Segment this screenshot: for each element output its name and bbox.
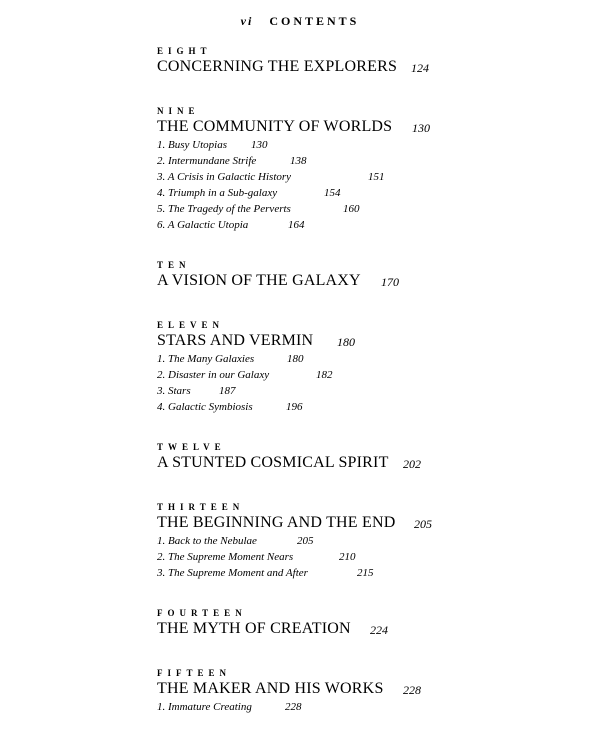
section-label: 2. Intermundane Strife [157,155,257,167]
chapter-page: 130 [412,121,430,135]
chapter-title-row [157,513,577,533]
section-item [157,169,577,185]
chapter-title-row [157,619,577,639]
page-header [0,14,600,29]
chapter-page: 124 [411,61,429,75]
chapter-thirteen [157,502,577,581]
section-item [157,533,577,549]
chapter-title: CONCERNING THE EXPLORERS [157,58,398,75]
chapter-page: 205 [414,517,432,531]
section-page: 130 [251,139,268,151]
section-page: 151 [368,171,385,183]
chapter-title: STARS AND VERMIN [157,332,314,349]
section-page: 215 [357,567,374,579]
section-page: 138 [290,155,307,167]
section-page: 180 [287,353,304,365]
section-label: 5. The Tragedy of the Perverts [157,203,291,215]
chapter-title-row [157,117,577,137]
table-of-contents [157,45,577,715]
chapter-title: THE MAKER AND HIS WORKS [157,680,384,697]
section-item [157,399,577,415]
section-label: 3. The Supreme Moment and After [157,567,308,579]
section-label: 1. Immature Creating [157,701,252,713]
section-label: 2. The Supreme Moment Nears [157,551,294,563]
section-label: 3. A Crisis in Galactic History [157,171,292,183]
chapter-number: THIRTEEN [157,502,245,512]
section-list [157,699,577,715]
chapter-title-row [157,331,577,351]
chapter-title: THE COMMUNITY OF WORLDS [157,118,393,135]
chapter-fourteen [157,608,577,639]
chapter-page: 224 [370,623,388,637]
section-page: 228 [285,701,302,713]
chapter-eight [157,46,577,77]
section-list [157,533,577,581]
section-item [157,367,577,383]
section-page: 182 [316,369,333,381]
chapter-title-row [157,679,577,699]
chapter-page: 228 [403,683,421,697]
section-label: 4. Triumph in a Sub-galaxy [157,187,278,199]
page-title: CONTENTS [269,14,360,28]
chapter-ten [157,260,577,291]
section-item [157,351,577,367]
chapter-number: TEN [157,260,191,270]
chapter-fifteen [157,668,577,715]
section-label: 2. Disaster in our Galaxy [157,369,270,381]
chapter-number: TWELVE [157,442,226,452]
section-item [157,565,577,581]
chapter-page: 180 [337,335,355,349]
chapter-nine [157,106,577,233]
chapter-number: EIGHT [157,46,212,56]
chapter-number: ELEVEN [157,320,225,330]
section-page: 187 [219,385,236,397]
chapter-page: 202 [403,457,421,471]
chapter-number: FIFTEEN [157,668,232,678]
section-page: 196 [286,401,303,413]
chapter-title: A VISION OF THE GALAXY [157,272,361,289]
section-page: 210 [339,551,356,563]
chapter-title: THE MYTH OF CREATION [157,620,351,637]
section-list [157,351,577,415]
chapter-title-row [157,57,577,77]
section-item [157,201,577,217]
page-number: vi [240,14,254,28]
chapter-title: THE BEGINNING AND THE END [157,514,396,531]
section-label: 6. A Galactic Utopia [157,219,249,231]
section-label: 1. Busy Utopias [157,139,227,151]
chapter-page: 170 [381,275,399,289]
chapter-title-row [157,271,577,291]
section-list [157,137,577,233]
section-label: 4. Galactic Symbiosis [157,401,253,413]
section-page: 154 [324,187,341,199]
section-page: 164 [288,219,305,231]
chapter-twelve [157,442,577,473]
section-item [157,153,577,169]
section-item [157,383,577,399]
section-page: 205 [297,535,314,547]
chapter-title-row [157,453,577,473]
chapter-title: A STUNTED COSMICAL SPIRIT [157,454,389,471]
section-label: 1. The Many Galaxies [157,353,255,365]
section-item [157,217,577,233]
chapter-number: FOURTEEN [157,608,247,618]
section-item [157,185,577,201]
section-item [157,137,577,153]
section-item [157,549,577,565]
chapter-number: NINE [157,106,200,116]
section-item [157,699,577,715]
section-label: 3. Stars [157,385,191,397]
section-label: 1. Back to the Nebulae [157,535,257,547]
chapter-eleven [157,320,577,415]
section-page: 160 [343,203,360,215]
